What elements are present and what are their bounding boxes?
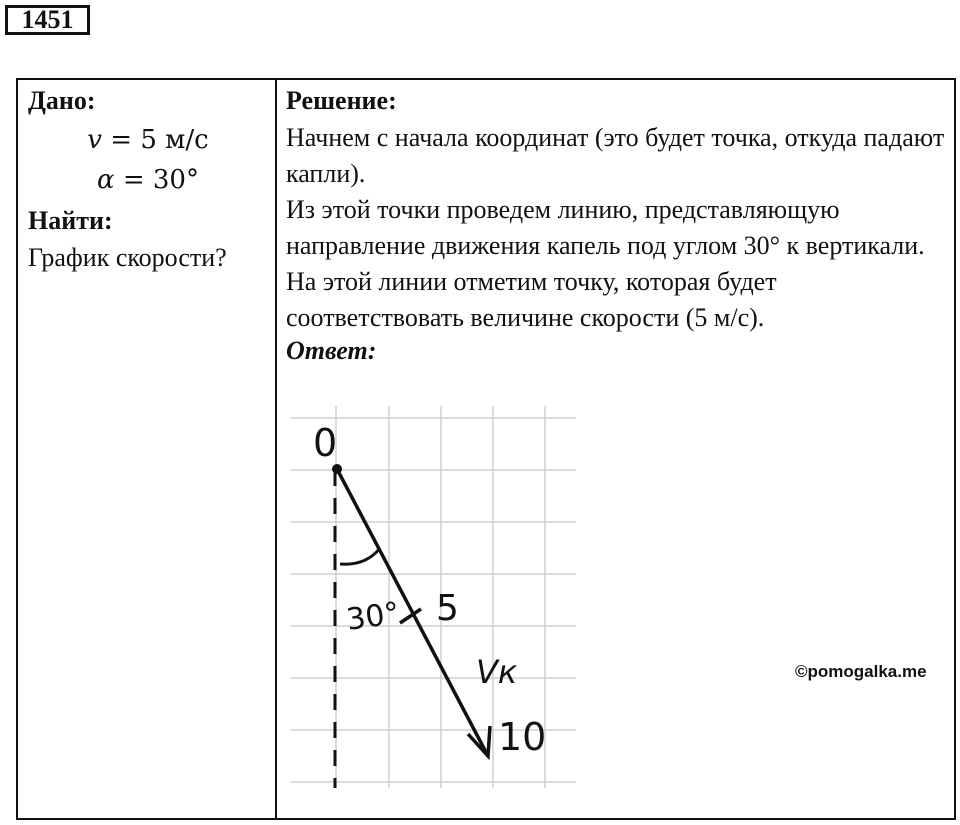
velocity-sketch <box>286 398 586 798</box>
problem-number: 1451 <box>5 5 90 35</box>
solution-paragraph-1: Начнем с начала координат (это будет точка, откуда падают капли). <box>286 123 945 188</box>
origin-label: 0 <box>313 421 338 465</box>
given-heading: Дано: <box>28 86 96 115</box>
find-heading: Найти: <box>28 206 113 235</box>
solution-column <box>286 80 951 366</box>
formula-velocity-value: 5 м/с <box>140 125 209 155</box>
formula-angle: α = 30° <box>97 165 199 195</box>
given-column <box>28 80 268 276</box>
solution-paragraph-2: Из этой точки проведем линию, представляющую направление движения капель под углом 30° к вертикали. <box>286 195 925 260</box>
angle-arc <box>340 548 380 564</box>
solution-paragraph-3: На этой линии отметим точку, которая будет соответствовать величине скорости (5 м/с). <box>286 267 777 332</box>
column-divider <box>275 80 277 818</box>
answer-label: Ответ: <box>286 336 377 365</box>
formula-velocity: v = 5 м/с <box>87 125 209 155</box>
angle-label: 30° <box>344 595 402 638</box>
vector-label: Vк <box>476 653 518 691</box>
watermark: ©pomogalka.me <box>795 662 927 681</box>
formula-angle-value: 30° <box>152 165 199 195</box>
solution-table <box>16 78 956 820</box>
find-text: График скорости? <box>28 243 227 272</box>
tick-label-5: 5 <box>436 588 459 629</box>
solution-heading: Решение: <box>286 86 397 115</box>
tick-label-10: 10 <box>498 715 547 759</box>
